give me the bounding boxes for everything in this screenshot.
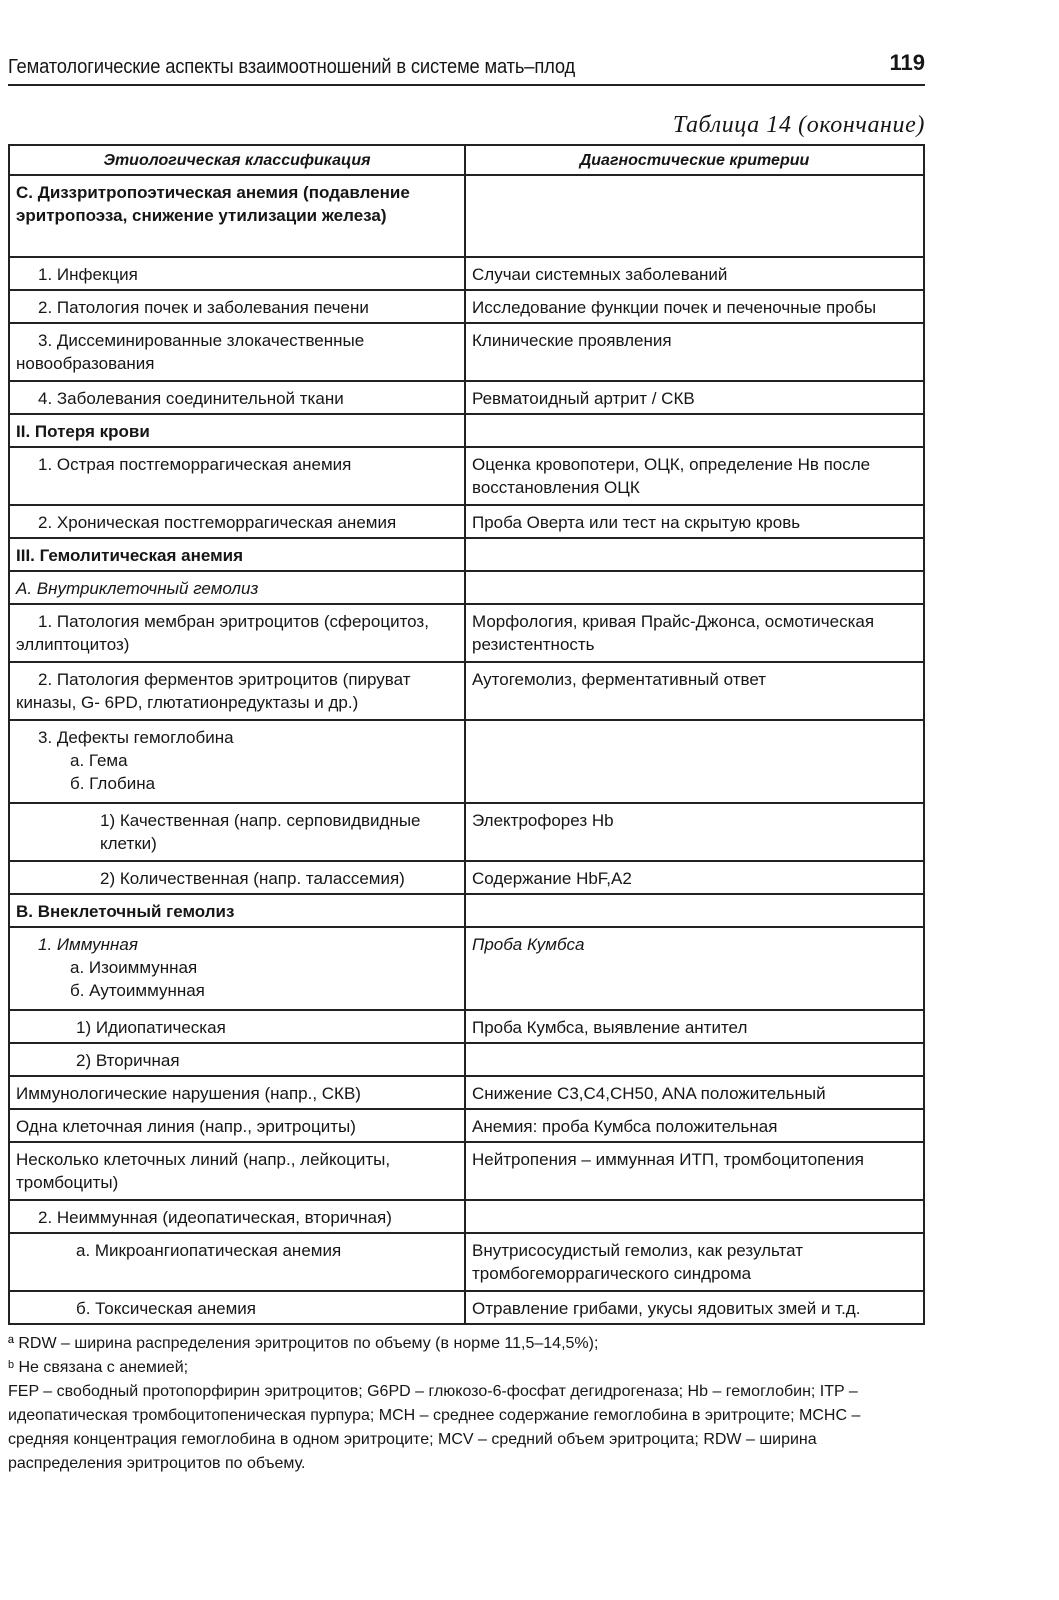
row-label: 1. Патология мембран эритроцитов (сфероцитоз, эллиптоцитоз) xyxy=(9,604,465,662)
row-label: 2. Хроническая постгеморрагическая анемия xyxy=(9,505,465,538)
table-row xyxy=(9,803,924,861)
table-row xyxy=(9,175,924,257)
row-label-line: б. Аутоиммунная xyxy=(70,981,205,1000)
row-label: С. Диззритропоэтическая анемия (подавление эритропоэза, снижение утилизации железа) xyxy=(9,175,465,257)
row-criteria: Проба Оверта или тест на скрытую кровь xyxy=(465,505,924,538)
row-criteria xyxy=(465,175,924,257)
row-criteria: Нейтропения – иммунная ИТП, тромбоцитопения xyxy=(465,1142,924,1200)
row-criteria: Проба Кумбса xyxy=(465,927,924,1010)
classification-table xyxy=(8,144,925,1325)
row-criteria: Аутогемолиз, ферментативный ответ xyxy=(465,662,924,720)
row-criteria: Ревматоидный артрит / СКВ xyxy=(465,381,924,414)
row-criteria xyxy=(465,571,924,604)
table-row xyxy=(9,1233,924,1291)
column-header-etiology: Этиологическая классификация xyxy=(9,145,465,175)
table-row xyxy=(9,414,924,447)
table-row xyxy=(9,1109,924,1142)
row-label: 2) Вторичная xyxy=(9,1043,465,1076)
column-header-criteria: Диагностические критерии xyxy=(465,145,924,175)
row-label: Несколько клеточных линий (напр., лейкоциты, тромбоциты) xyxy=(9,1142,465,1200)
row-label: 1. Инфекция xyxy=(9,257,465,290)
table-row xyxy=(9,1043,924,1076)
row-label: а. Микроангиопатическая анемия xyxy=(9,1233,465,1291)
table-row xyxy=(9,1200,924,1233)
table-row xyxy=(9,1076,924,1109)
table-row xyxy=(9,861,924,894)
row-criteria: Оценка кровопотери, ОЦК, определение Hв после восстановления ОЦК xyxy=(465,447,924,505)
row-label: III. Гемолитическая анемия xyxy=(9,538,465,571)
row-criteria: Случаи системных заболеваний xyxy=(465,257,924,290)
row-label-line: а. Гема xyxy=(70,751,128,770)
row-criteria xyxy=(465,720,924,803)
table-row xyxy=(9,1291,924,1324)
table-row xyxy=(9,927,924,1010)
row-label: Одна клеточная линия (напр., эритроциты) xyxy=(9,1109,465,1142)
table-row xyxy=(9,571,924,604)
row-label: 2) Количественная (напр. талассемия) xyxy=(9,861,465,894)
row-criteria xyxy=(465,538,924,571)
table-row xyxy=(9,894,924,927)
table-row xyxy=(9,1010,924,1043)
row-criteria: Электрофорез Hb xyxy=(465,803,924,861)
table-row xyxy=(9,538,924,571)
row-criteria: Анемия: проба Кумбса положительная xyxy=(465,1109,924,1142)
row-criteria: Морфология, кривая Прайс-Джонса, осмотическая резистентность xyxy=(465,604,924,662)
table-row xyxy=(9,447,924,505)
row-label-line: 1. Иммунная xyxy=(38,935,138,954)
footnotes xyxy=(8,1332,918,1476)
table-row xyxy=(9,604,924,662)
table-row xyxy=(9,720,924,803)
row-criteria: Исследование функции почек и печеночные пробы xyxy=(465,290,924,323)
row-criteria: Содержание HbF,A2 xyxy=(465,861,924,894)
table-row xyxy=(9,257,924,290)
row-label: В. Внеклеточный гемолиз xyxy=(9,894,465,927)
row-label: А. Внутриклеточный гемолиз xyxy=(9,571,465,604)
table-header-row xyxy=(9,145,924,175)
table-row xyxy=(9,662,924,720)
row-criteria: Снижение C3,C4,CH50, ANA положительный xyxy=(465,1076,924,1109)
row-label: 1. Острая постгеморрагическая анемия xyxy=(9,447,465,505)
row-criteria: Клинические проявления xyxy=(465,323,924,381)
row-label: 2. Неиммунная (идеопатическая, вторичная) xyxy=(9,1200,465,1233)
row-criteria: Отравление грибами, укусы ядовитых змей и т.д. xyxy=(465,1291,924,1324)
table-row xyxy=(9,1142,924,1200)
table-row xyxy=(9,323,924,381)
row-criteria xyxy=(465,414,924,447)
row-label-line: а. Изоиммунная xyxy=(70,958,198,977)
row-label: 4. Заболевания соединительной ткани xyxy=(9,381,465,414)
page-header xyxy=(8,48,925,86)
row-label: II. Потеря крови xyxy=(9,414,465,447)
row-criteria xyxy=(465,1200,924,1233)
row-label: б. Токсическая анемия xyxy=(9,1291,465,1324)
footnote-abbreviations: FEP – свободный протопорфирин эритроцитов; G6PD – глюкозо-6-фосфат дегидрогеназа; Hb – гемоглобин; ITP – идеопатическая тромбоцитопеническая пурпура; MCH – среднее содержание гемоглобина в эритроците; MCHC – средняя концентрация гемоглобина в одном эритроците; MCV – средний объем эритроцита; RDW – ширина распределения эритроцитов по объему. xyxy=(8,1383,861,1472)
row-criteria: Внутрисосудистый гемолиз, как результат тромбогеморрагического синдрома xyxy=(465,1233,924,1291)
table-row xyxy=(9,381,924,414)
row-label xyxy=(9,720,465,803)
row-label xyxy=(9,927,465,1010)
row-criteria xyxy=(465,894,924,927)
page-number: 119 xyxy=(889,50,925,75)
row-label-line: 3. Дефекты гемоглобина xyxy=(38,728,234,747)
row-label-line: б. Глобина xyxy=(70,774,156,793)
running-title: Гематологические аспекты взаимоотношений в системе мать–плод xyxy=(8,56,576,78)
row-label: Иммунологические нарушения (напр., СКВ) xyxy=(9,1076,465,1109)
row-label: 2. Патология ферментов эритроцитов (пируват киназы, G- 6PD, глютатионредуктазы и др.) xyxy=(9,662,465,720)
table-row xyxy=(9,290,924,323)
row-criteria: Проба Кумбса, выявление антител xyxy=(465,1010,924,1043)
table-caption: Таблица 14 (окончание) xyxy=(672,112,925,138)
table-row xyxy=(9,505,924,538)
footnote-a: ª RDW – ширина распределения эритроцитов по объему (в норме 11,5–14,5%); xyxy=(8,1335,599,1352)
row-label: 1) Качественная (напр. серповидвидные клетки) xyxy=(9,803,465,861)
row-label: 1) Идиопатическая xyxy=(9,1010,465,1043)
footnote-b: ᵇ Не связана с анемией; xyxy=(8,1359,189,1376)
row-label: 2. Патология почек и заболевания печени xyxy=(9,290,465,323)
row-label: 3. Диссеминированные злокачественные новообразования xyxy=(9,323,465,381)
row-criteria xyxy=(465,1043,924,1076)
